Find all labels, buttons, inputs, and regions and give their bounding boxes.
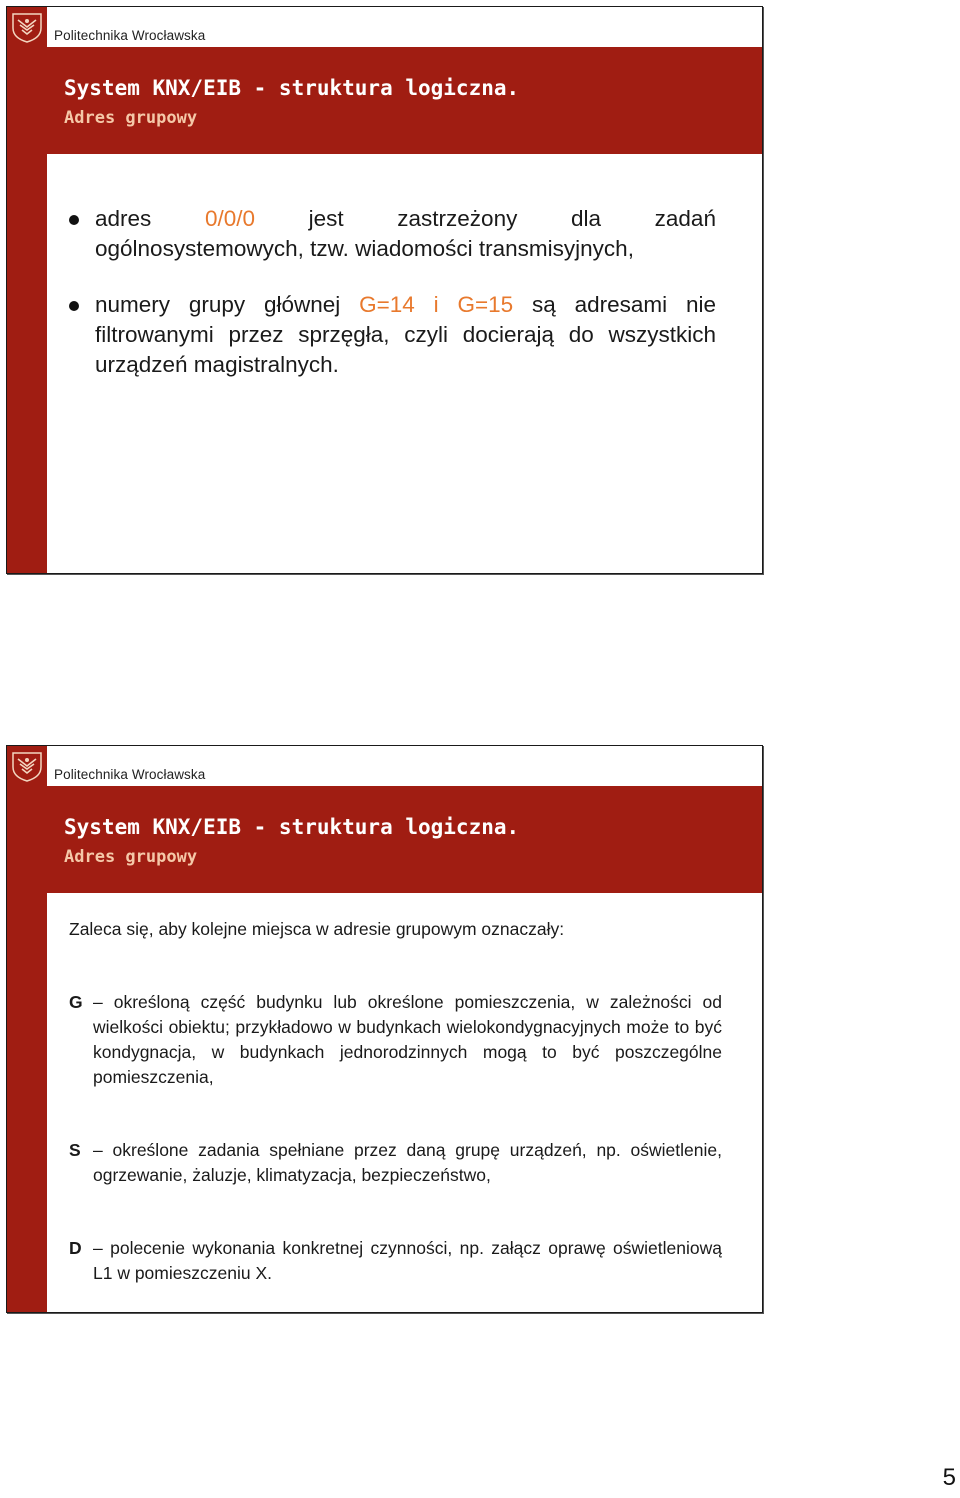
slide-header xyxy=(47,47,762,154)
word: dla xyxy=(570,206,602,231)
item-letter: G xyxy=(69,992,83,1012)
slide-body xyxy=(67,204,716,380)
group-highlight: G=14 i G=15 xyxy=(359,292,514,317)
bullet-line: ogólnosystemowych, tzw. wiadomości transmisyjnych, xyxy=(95,236,634,261)
address-highlight: 0/0/0 xyxy=(204,206,255,231)
slide-body xyxy=(69,917,722,1313)
definition-item xyxy=(69,1138,722,1188)
slide-1 xyxy=(6,6,763,574)
bullet-item xyxy=(67,290,716,380)
university-logo xyxy=(7,746,47,786)
item-text: – określone zadania spełniane przez daną grupę urządzeń, np. oświetlenie, ogrzewanie, żaluzje, klimatyzacja, bezpieczeństwo, xyxy=(93,1140,722,1185)
left-bar xyxy=(7,786,47,1312)
definition-item xyxy=(69,1236,722,1286)
university-logo xyxy=(7,7,47,47)
page-number: 5 xyxy=(942,1464,956,1491)
bullet-line xyxy=(95,204,716,234)
intro-text: Zaleca się, aby kolejne miejsca w adresie grupowym oznaczały: xyxy=(69,919,565,939)
item-text: – polecenie wykonania konkretnej czynności, np. załącz oprawę oświetleniową L1 w pomieszczeniu X. xyxy=(93,1238,722,1283)
bullet-item xyxy=(67,204,716,264)
bullet-text: numery grupy głównej xyxy=(95,292,360,317)
slide-title: System KNX/EIB - struktura logiczna. xyxy=(64,815,520,839)
university-name: Politechnika Wrocławska xyxy=(54,767,206,782)
university-name: Politechnika Wrocławska xyxy=(54,28,206,43)
left-bar xyxy=(7,47,47,573)
word: zadań xyxy=(654,206,716,231)
bullet-text: są adresami nie filtrowanymi przez sprzęgła, czyli docierają do wszystkich urządzeń magistralnych. xyxy=(95,292,716,377)
slide-header xyxy=(47,786,762,893)
eagle-emblem-icon xyxy=(10,749,44,783)
item-letter: S xyxy=(69,1140,81,1160)
eagle-emblem-icon xyxy=(10,10,44,44)
slide-title: System KNX/EIB - struktura logiczna. xyxy=(64,76,520,100)
item-text: – określoną część budynku lub określone pomieszczenia, w zależności od wielkości obiektu; przykładowo w budynkach wielokondygnacyjnych może to być kondygnacja, w budynkach jednorodzinnych mogą to być poszczególne pomieszczenia, xyxy=(93,992,722,1087)
slide-subtitle: Adres grupowy xyxy=(64,108,198,128)
word: zastrzeżony xyxy=(397,206,518,231)
word: jest xyxy=(308,206,344,231)
word: adres xyxy=(95,206,152,231)
definition-item xyxy=(69,990,722,1090)
slide-2 xyxy=(6,745,763,1313)
item-letter: D xyxy=(69,1238,82,1258)
slide-subtitle: Adres grupowy xyxy=(64,847,198,867)
